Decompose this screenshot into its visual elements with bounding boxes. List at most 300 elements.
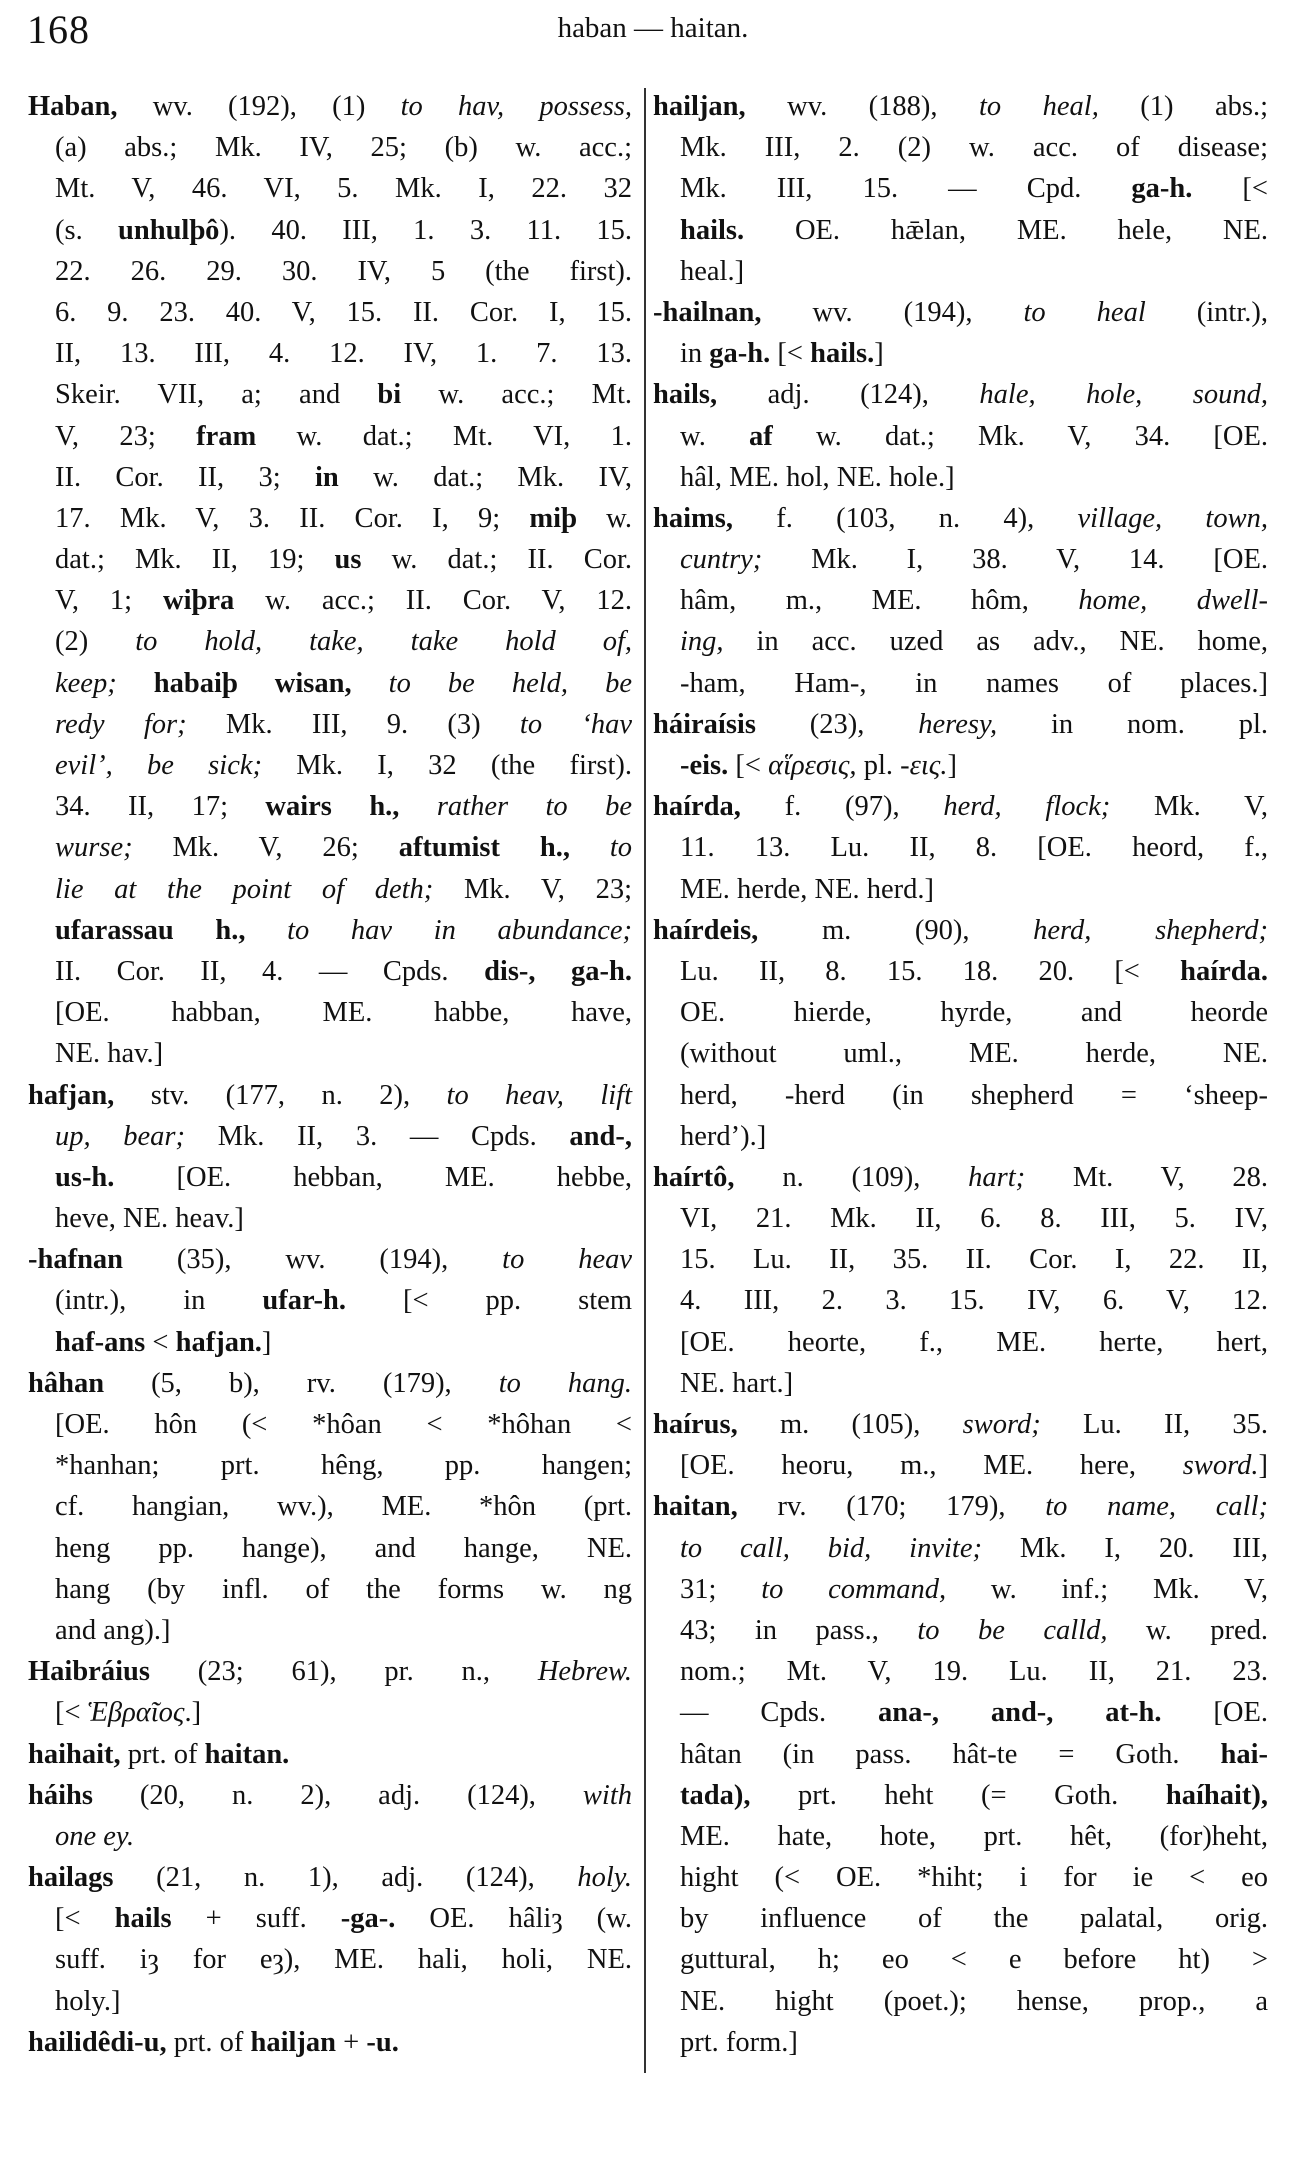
bold-term: haims, — [653, 502, 733, 534]
text-run: hight (< OE. *hiht; i for ie < eo — [680, 1862, 1268, 1894]
bold-term: unhulþô — [118, 214, 220, 246]
entry-headline — [28, 1775, 632, 1816]
text-run: rv. (170; 179), — [737, 1491, 1046, 1523]
italic-gloss: hale, hole, sound, — [979, 379, 1268, 411]
text-run: prt. of — [120, 1738, 205, 1770]
entry-line — [28, 1898, 632, 1939]
text-run: 31; — [680, 1573, 762, 1605]
text-run: m. (90), — [758, 914, 1034, 946]
text-run: (23; 61), pr. n., — [149, 1656, 538, 1688]
entry-line — [28, 1280, 632, 1321]
italic-gloss: to hold, take, take hold of, — [135, 626, 633, 658]
italic-gloss: to name, call; — [1045, 1491, 1268, 1523]
entry-line — [653, 1445, 1268, 1486]
text-run: w. dat.; II. Cor. — [361, 544, 632, 576]
entry-line — [28, 1692, 632, 1733]
entry-headline — [653, 1404, 1268, 1445]
text-run: Mt. V, 46. VI, 5. Mk. I, 22. 32 — [55, 173, 632, 205]
text-run: (s. — [55, 214, 119, 246]
bold-term: ufarassau h., — [55, 914, 288, 946]
bold-term: haitan. — [204, 1738, 290, 1770]
bold-term: af — [749, 420, 773, 452]
entry-headline — [653, 704, 1268, 745]
entry-headline — [28, 1857, 632, 1898]
text-run: [< — [728, 750, 769, 781]
bold-term: -hailnan, — [653, 296, 762, 328]
text-run: II, 13. III, 4. 12. IV, 1. 7. 13. — [55, 338, 632, 370]
dictionary-entry — [28, 1775, 632, 1857]
text-run: herd, -herd (in shepherd = ‘sheep- — [680, 1079, 1268, 1111]
entry-line — [28, 292, 632, 333]
italic-gloss: heresy, — [918, 708, 998, 740]
text-run: + suff. — [171, 1903, 341, 1935]
entry-line — [653, 663, 1268, 704]
dictionary-entry — [653, 86, 1268, 292]
italic-gloss: to — [609, 832, 632, 864]
text-run: Mk. I, 20. III, — [1019, 1532, 1268, 1564]
text-run: in acc. uzed as adv., NE. home, — [723, 626, 1268, 658]
italic-gloss: sword; — [962, 1409, 1084, 1440]
text-run: [OE. habban, ME. habbe, have, — [55, 997, 632, 1029]
entry-line — [28, 1939, 632, 1980]
bold-term: -hafnan — [28, 1244, 124, 1276]
italic-gloss: to call, bid, invite; — [680, 1532, 1020, 1564]
entry-headline — [28, 1734, 632, 1775]
text-run: (without uml., ME. herde, NE. — [680, 1038, 1268, 1070]
dictionary-entry — [28, 1363, 632, 1651]
entry-line — [653, 1692, 1268, 1733]
text-run: (21, n. 1), adj. (124), — [113, 1862, 578, 1894]
italic-gloss: to heal, — [979, 91, 1099, 122]
italic-gloss: evil’, be sick; — [55, 750, 297, 781]
bold-term: Haibráius — [28, 1656, 150, 1688]
italic-gloss: hart; — [968, 1161, 1073, 1193]
text-run: (35), wv. (194), — [123, 1244, 503, 1276]
entry-line — [28, 663, 632, 704]
running-head-text: haban — haitan. — [557, 12, 749, 44]
italic-gloss: to command, — [761, 1573, 947, 1605]
bold-term: hai- — [1220, 1738, 1268, 1770]
text-run: 34. II, 17; — [55, 791, 266, 823]
text-run: (2) — [55, 626, 136, 658]
bold-term: hails. — [810, 338, 875, 370]
text-run: OE. hierde, hyrde, and heorde — [680, 997, 1268, 1029]
text-run: heve, NE. heav.] — [55, 1203, 244, 1235]
entry-line — [28, 251, 632, 292]
entry-line — [28, 539, 632, 580]
text-run: Mk. III, 15. — Cpd. — [680, 173, 1132, 205]
text-run: cf. hangian, wv.), ME. *hôn (prt. — [55, 1491, 632, 1523]
text-run: wv. (192), (1) — [117, 91, 401, 122]
right-column — [653, 86, 1268, 2063]
text-run: Mk. I, 32 (the first). — [296, 750, 633, 781]
entry-line — [28, 992, 632, 1033]
entry-line — [28, 1157, 632, 1198]
text-run: hâtan (in pass. hât-te = Goth. — [680, 1738, 1221, 1770]
entry-line — [28, 951, 632, 992]
text-run: (a) abs.; Mk. IV, 25; (b) w. acc.; — [55, 132, 632, 164]
entry-line — [653, 621, 1268, 662]
text-run: 15. Lu. II, 35. II. Cor. I, 22. II, — [680, 1244, 1268, 1276]
text-run: adj. (124), — [717, 379, 980, 411]
dictionary-entry — [653, 910, 1268, 1157]
entry-headline — [28, 86, 632, 127]
entry-line — [653, 210, 1268, 251]
text-run: holy.] — [55, 1985, 121, 2017]
bold-term: haírda, — [653, 791, 741, 823]
entry-line — [653, 951, 1268, 992]
text-run: w. dat.; Mk. IV, — [338, 461, 632, 493]
entry-line — [28, 127, 632, 168]
text-run: suff. iȝ for eȝ), ME. hali, holi, NE. — [55, 1944, 632, 1976]
bold-term: us — [334, 544, 362, 576]
text-run: in — [680, 338, 710, 370]
dictionary-entry — [28, 1857, 632, 2022]
bold-term: hafjan. — [175, 1326, 262, 1358]
text-run: wv. (194), — [761, 296, 1024, 328]
bold-term: haihait, — [28, 1738, 121, 1770]
italic-gloss: herd, flock; — [943, 791, 1155, 823]
entry-line — [28, 1486, 632, 1527]
text-run: Mt. V, 28. — [1072, 1161, 1268, 1193]
entry-headline — [28, 1363, 632, 1404]
bold-term: hailidêdi-u, — [28, 2026, 167, 2058]
entry-line — [28, 869, 632, 910]
italic-gloss: herd, shepherd; — [1033, 914, 1268, 946]
text-run: (intr.), in — [55, 1285, 263, 1317]
dictionary-entry — [653, 1157, 1268, 1404]
dictionary-entry — [653, 704, 1268, 786]
text-run: < — [145, 1326, 176, 1358]
bold-term: habaiþ wisan, — [153, 667, 389, 699]
text-run: Mk. II, 3. — Cpds. — [217, 1120, 570, 1152]
text-run: — Cpds. — [680, 1697, 878, 1729]
entry-line — [28, 333, 632, 374]
dictionary-entry — [28, 2022, 632, 2063]
italic-gloss: village, town, — [1077, 502, 1268, 534]
text-run: 4. III, 2. 3. 15. IV, 6. V, 12. — [680, 1285, 1268, 1317]
entry-headline — [28, 1651, 632, 1692]
entry-line — [28, 457, 632, 498]
italic-gloss: home, dwell- — [1078, 585, 1269, 617]
text-run: herd’).] — [680, 1120, 767, 1152]
entry-line — [653, 1198, 1268, 1239]
text-run: w. — [680, 420, 750, 452]
bold-term: and-, — [569, 1120, 632, 1152]
bold-term: ana-, and-, at-h. — [878, 1697, 1162, 1729]
bold-term: wairs h., — [265, 791, 437, 823]
entry-line — [28, 1322, 632, 1363]
entry-line — [653, 1280, 1268, 1321]
bold-term: haíhait), — [1165, 1779, 1268, 1811]
italic-gloss: to heav, lift — [446, 1079, 633, 1111]
entry-line — [653, 1734, 1268, 1775]
entry-headline — [653, 1486, 1268, 1527]
text-run: by influence of the palatal, orig. — [680, 1903, 1268, 1935]
text-run: m. (105), — [737, 1409, 963, 1440]
italic-gloss: to be calld, — [917, 1614, 1108, 1646]
text-run: [< — [1192, 173, 1268, 205]
entry-line — [653, 457, 1268, 498]
dictionary-entry — [653, 786, 1268, 910]
italic-gloss: to ‘hav — [519, 708, 633, 740]
text-run: w. dat.; Mt. VI, 1. — [256, 420, 632, 452]
entry-line — [653, 127, 1268, 168]
text-run: -ham, Ham-, in names of places.] — [680, 667, 1268, 699]
text-run: f. (103, n. 4), — [732, 502, 1078, 534]
entry-headline — [653, 786, 1268, 827]
text-run: Mk. III, 2. (2) w. acc. of disease; — [680, 132, 1268, 164]
entry-line — [28, 498, 632, 539]
text-run: n. (109), — [734, 1161, 969, 1193]
text-run: [OE. heoru, m., ME. here, — [680, 1450, 1183, 1482]
entry-headline — [653, 1157, 1268, 1198]
text-run: [OE. heorte, f., ME. herte, hert, — [680, 1326, 1268, 1358]
text-run: 22. 26. 29. 30. IV, 5 (the first). — [55, 255, 632, 287]
text-run: hâm, m., ME. hôm, — [680, 585, 1079, 617]
italic-gloss: redy for; — [55, 708, 226, 740]
text-run: ). 40. III, 1. 3. 11. 15. — [219, 214, 632, 246]
entry-line — [28, 1816, 632, 1857]
bold-term: bi — [377, 379, 402, 411]
entry-line — [28, 1033, 632, 1074]
dictionary-entry — [653, 1486, 1268, 2063]
bold-term: ga-h. — [709, 338, 771, 370]
bold-term: hâhan — [28, 1367, 105, 1399]
text-run: heng pp. hange), and hange, NE. — [55, 1532, 632, 1564]
entry-headline — [653, 292, 1268, 333]
italic-gloss: to heal — [1023, 296, 1146, 328]
dictionary-entry — [28, 86, 632, 1075]
entry-line — [28, 1569, 632, 1610]
entry-line — [28, 621, 632, 662]
text-run: .] — [184, 1697, 202, 1729]
dictionary-entry — [653, 374, 1268, 498]
bold-term: fram — [196, 420, 257, 452]
text-run: f. (97), — [740, 791, 944, 823]
text-run: VI, 21. Mk. II, 6. 8. III, 5. IV, — [680, 1203, 1268, 1235]
bold-term: miþ — [529, 502, 577, 534]
entry-line — [653, 1610, 1268, 1651]
text-run: NE. hart.] — [680, 1367, 794, 1399]
italic-gloss: Hebrew. — [537, 1656, 632, 1688]
text-run: (5, b), rv. (179), — [104, 1367, 499, 1399]
text-run: (intr.), — [1145, 296, 1268, 328]
entry-headline — [653, 374, 1268, 415]
entry-line — [28, 168, 632, 209]
text-run: Lu. II, 35. — [1083, 1409, 1269, 1440]
entry-line — [653, 1816, 1268, 1857]
bold-term: aftumist h., — [398, 832, 610, 864]
entry-line — [28, 416, 632, 457]
text-run: ] — [261, 1326, 272, 1358]
text-run: heal.] — [680, 255, 745, 287]
text-run: Lu. II, 8. 15. 18. 20. [< — [680, 955, 1181, 987]
italic-gloss: with — [582, 1779, 632, 1811]
entry-line — [653, 1569, 1268, 1610]
text-run: ME. hate, hote, prt. hêt, (for)heht, — [680, 1820, 1268, 1852]
bold-term: haitan, — [653, 1491, 738, 1523]
entry-line — [653, 827, 1268, 868]
italic-gloss: to be held, be — [388, 667, 632, 699]
dictionary-entry — [28, 1651, 632, 1733]
text-run: guttural, h; eo < e before ht) > — [680, 1944, 1268, 1976]
bold-term: wiþra — [163, 585, 235, 617]
entry-line — [28, 786, 632, 827]
italic-gloss: to hav, possess, — [400, 91, 633, 122]
bold-term: hails — [114, 1903, 172, 1935]
italic-gloss: holy. — [577, 1862, 632, 1894]
entry-line — [28, 1445, 632, 1486]
bold-term: haírtô, — [653, 1161, 735, 1193]
entry-line — [28, 580, 632, 621]
text-run: OE. hâliȝ (w. — [395, 1903, 632, 1935]
bold-term: hailags — [28, 1862, 114, 1894]
text-run: 11. 13. Lu. II, 8. [OE. heord, f., — [680, 832, 1268, 864]
italic-gloss: up, bear; — [55, 1120, 218, 1152]
entry-headline — [28, 2022, 632, 2063]
italic-gloss: to hav in abundance; — [287, 914, 633, 946]
text-run: [OE. — [1161, 1697, 1269, 1729]
text-run: ] — [874, 338, 884, 370]
text-run: NE. hav.] — [55, 1038, 164, 1070]
bold-term: -ga-. — [340, 1903, 396, 1935]
text-run: Mk. I, 38. V, 14. [OE. — [811, 544, 1268, 576]
entry-line — [653, 539, 1268, 580]
entry-line — [28, 210, 632, 251]
text-run: II. Cor. II, 4. — Cpds. — [55, 955, 485, 987]
bold-term: ga-h. — [1131, 173, 1193, 205]
entry-line — [28, 1116, 632, 1157]
text-run: [< — [55, 1903, 115, 1935]
italic-gloss: Ἑβραῖος — [87, 1697, 185, 1729]
text-run: 17. Mk. V, 3. II. Cor. I, 9; — [55, 502, 530, 534]
bold-term: háihs — [28, 1779, 93, 1811]
column-divider — [644, 88, 646, 2073]
text-run: Mk. V, 26; — [172, 832, 399, 864]
text-run: stv. (177, n. 2), — [114, 1079, 447, 1111]
italic-gloss: wurse; — [55, 832, 173, 864]
text-run: in nom. pl. — [997, 708, 1268, 740]
text-run: Mk. III, 9. (3) — [225, 708, 520, 740]
bold-term: hails, — [653, 379, 718, 411]
italic-gloss: sword. — [1182, 1450, 1259, 1482]
page-number: 168 — [27, 7, 90, 52]
entry-line — [28, 1981, 632, 2022]
bold-term: in — [314, 461, 339, 493]
italic-gloss: αἵρεσις, — [768, 750, 857, 781]
dictionary-entry — [653, 498, 1268, 704]
text-run: [< pp. stem — [346, 1285, 632, 1317]
text-run: ] — [947, 750, 957, 781]
entry-line — [653, 2022, 1268, 2063]
text-run: hang (by infl. of the forms w. ng — [55, 1573, 632, 1605]
text-run: (23), — [755, 708, 919, 740]
entry-line — [653, 1116, 1268, 1157]
text-run: pl. — [856, 750, 901, 781]
bold-term: -eis. — [680, 750, 729, 781]
entry-headline — [28, 1239, 632, 1280]
bold-term: hailjan, — [653, 91, 746, 122]
text-run: OE. hǣlan, ME. hele, NE. — [744, 214, 1268, 246]
entry-line — [28, 374, 632, 415]
running-head — [0, 12, 1314, 45]
text-run: and ang).] — [55, 1614, 171, 1646]
entry-line — [653, 745, 1268, 786]
italic-gloss: lie at the point of deth; — [55, 873, 464, 905]
dictionary-entry — [28, 1239, 632, 1363]
italic-gloss: rather to be — [436, 791, 632, 823]
text-run: 6. 9. 23. 40. V, 15. II. Cor. I, 15. — [55, 296, 632, 328]
text-run: [OE. hôn (< *hôan < *hôhan < — [55, 1409, 632, 1440]
entry-line — [653, 1033, 1268, 1074]
text-run: [< — [770, 338, 811, 370]
bold-term: haf-ans — [55, 1326, 146, 1358]
italic-gloss: to hang. — [498, 1367, 633, 1399]
entry-line — [28, 1404, 632, 1445]
text-run: Mk. V, — [1154, 791, 1269, 823]
bold-term: dis-, ga-h. — [484, 955, 632, 987]
entry-line — [28, 1610, 632, 1651]
entry-line — [653, 1857, 1268, 1898]
entry-line — [653, 580, 1268, 621]
text-run: (20, n. 2), adj. (124), — [92, 1779, 583, 1811]
italic-gloss: -εις. — [900, 750, 948, 781]
dictionary-entry — [28, 1075, 632, 1240]
bold-term: haírus, — [653, 1409, 738, 1440]
entry-line — [653, 1075, 1268, 1116]
entry-line — [653, 1239, 1268, 1280]
entry-line — [653, 869, 1268, 910]
bold-term: Haban, — [28, 91, 118, 122]
text-run: Mk. V, 23; — [463, 873, 632, 905]
bold-term: hafjan, — [28, 1079, 115, 1111]
text-run: w. — [576, 502, 632, 534]
entry-line — [653, 1322, 1268, 1363]
bold-term: tada), — [680, 1779, 751, 1811]
left-column — [28, 86, 632, 2063]
text-run: II. Cor. II, 3; — [55, 461, 315, 493]
entry-line — [28, 827, 632, 868]
entry-line — [28, 1528, 632, 1569]
bold-term: hailjan — [250, 2026, 337, 2058]
entry-line — [28, 1198, 632, 1239]
dictionary-entry — [653, 292, 1268, 374]
text-run: ME. herde, NE. herd.] — [680, 873, 935, 905]
entry-line — [28, 745, 632, 786]
italic-gloss: keep; — [55, 667, 154, 699]
bold-term: us-h. — [55, 1161, 115, 1193]
entry-line — [653, 168, 1268, 209]
text-run: w. pred. — [1107, 1614, 1269, 1646]
entry-line — [28, 704, 632, 745]
bold-term: ufar-h. — [262, 1285, 347, 1317]
entry-line — [653, 1651, 1268, 1692]
entry-line — [28, 910, 632, 951]
text-run: ] — [1258, 1450, 1268, 1482]
text-run: 43; in pass., — [680, 1614, 918, 1646]
text-run: + — [336, 2026, 367, 2058]
italic-gloss: to heav — [502, 1244, 633, 1276]
text-run: NE. hight (poet.); hense, prop., a — [680, 1985, 1268, 2017]
bold-term: hails. — [680, 214, 745, 246]
entry-line — [653, 1528, 1268, 1569]
text-run: dat.; Mk. II, 19; — [55, 544, 335, 576]
entry-line — [653, 1981, 1268, 2022]
italic-gloss: cuntry; — [680, 544, 812, 576]
entry-line — [653, 1775, 1268, 1816]
text-run: prt. heht (= Goth. — [750, 1779, 1166, 1811]
